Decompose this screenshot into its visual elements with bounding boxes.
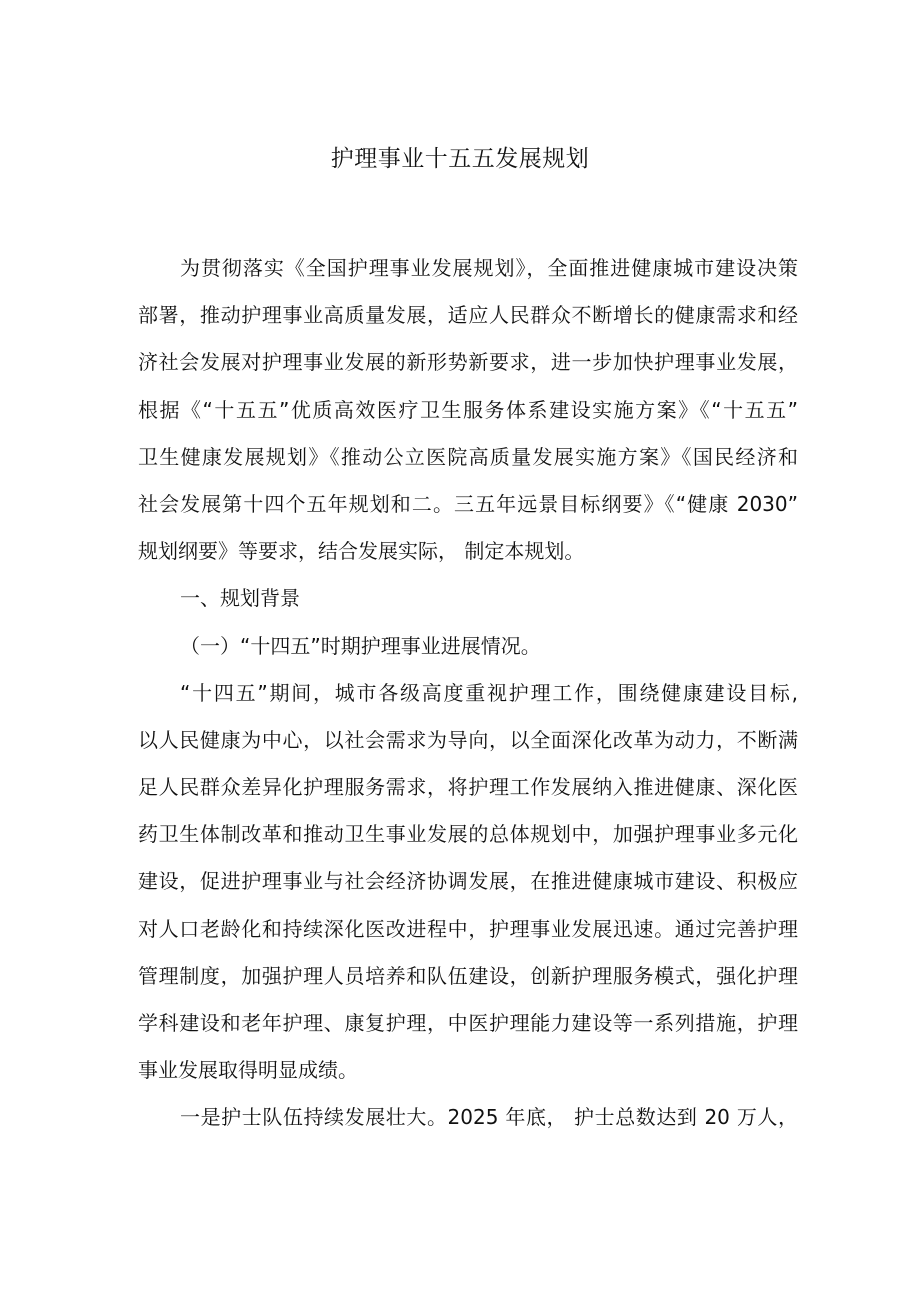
document-body (138, 245, 798, 1142)
paragraph-line: 规划纲要》等要求，结合发展实际， 制定本规划。 (138, 539, 585, 564)
paragraph-line: 部署，推动护理事业高质量发展，适应人民群众不断增长的健康需求和经 (138, 303, 798, 328)
document-title: 护理事业十五五发展规划 (330, 146, 590, 172)
paragraph-line: 根据《“十五五”优质高效医疗卫生服务体系建设实施方案》《“十五五” (138, 397, 798, 422)
paragraph-line: 事业发展取得明显成绩。 (138, 1058, 358, 1083)
paragraph-line: “十四五”期间，城市各级高度重视护理工作，围绕健康建设目标, (180, 680, 798, 705)
paragraph-line: 济社会发展对护理事业发展的新形势新要求，进一步加快护理事业发展， (138, 350, 798, 375)
paragraph-line: 管理制度，加强护理人员培养和队伍建设，创新护理服务模式，强化护理 (138, 963, 798, 988)
paragraph-line: 学科建设和老年护理、康复护理，中医护理能力建设等一系列措施，护理 (138, 1011, 798, 1035)
paragraph-line: 以人民健康为中心，以社会需求为导向，以全面深化改革为动力，不断满 (138, 727, 798, 752)
paragraph-line: 为贯彻落实《全国护理事业发展规划》，全面推进健康城市建设决策 (180, 256, 798, 280)
paragraph-line: 建设，促进护理事业与社会经济协调发展，在推进健康城市建设、积极应 (138, 869, 798, 894)
paragraph-line: 药卫生体制改革和推动卫生事业发展的总体规划中，加强护理事业多元化 (138, 822, 798, 847)
paragraph-line: 对人口老龄化和持续深化医改进程中，护理事业发展迅速。通过完善护理 (138, 916, 798, 941)
paragraph-line: 卫生健康发展规划》《推动公立医院高质量发展实施方案》《国民经济和 (138, 444, 798, 469)
paragraph-line: 社会发展第十四个五年规划和二。三五年远景目标纲要》《“健康 2030” (138, 491, 798, 516)
paragraph-line: 一是护士队伍持续发展壮大。2025 年底， 护士总数达到 20 万人， (180, 1105, 798, 1130)
section-heading: 一、规划背景 (180, 586, 300, 611)
paragraph-line: 足人民群众差异化护理服务需求，将护理工作发展纳入推进健康、深化医 (138, 775, 798, 800)
subsection-heading: （一）“十四五”时期护理事业进展情况。 (180, 633, 541, 658)
